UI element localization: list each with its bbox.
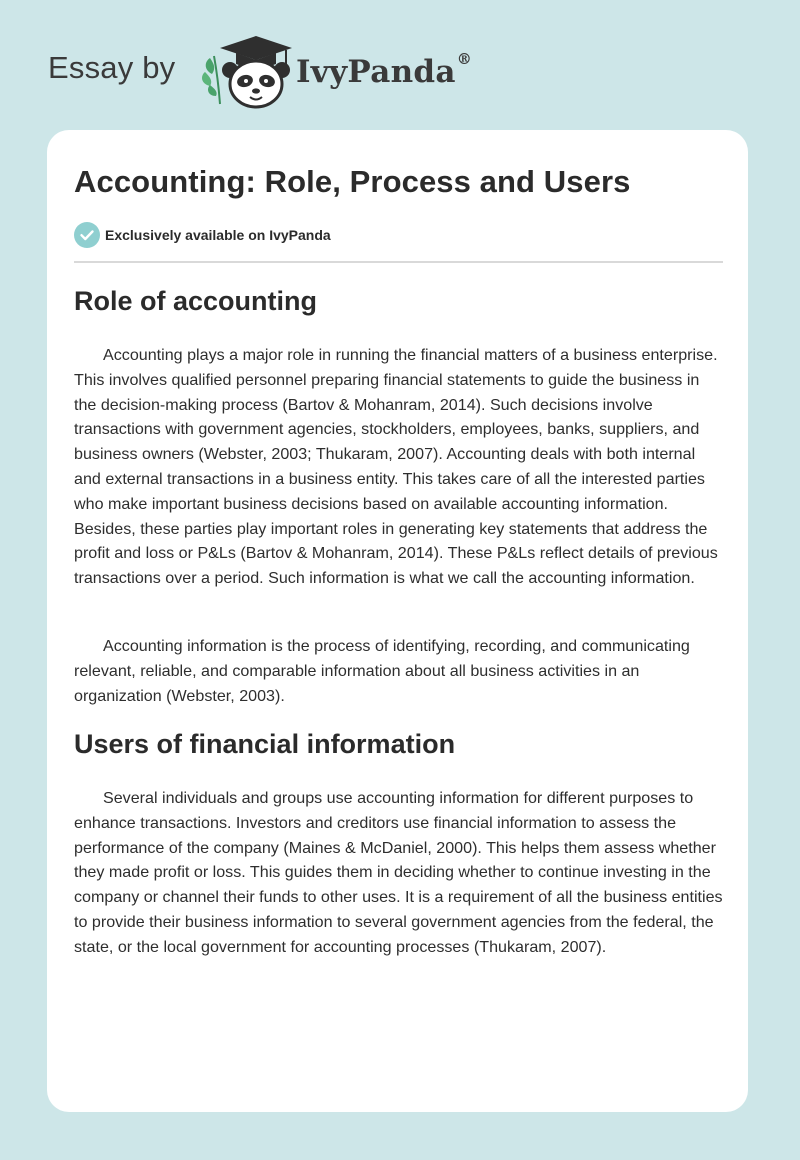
site-header: [0, 0, 800, 130]
exclusive-badge: [74, 222, 331, 248]
ivypanda-logo-icon[interactable]: [198, 34, 294, 110]
paragraph-role-2: Accounting information is the process of identifying, recording, and communicating relevant, reliable, and comparable information about all business activities in an organization (Webster, 2003).: [74, 637, 690, 705]
essay-by-label: Essay by: [48, 50, 176, 85]
paragraph-users-1: Several individuals and groups use accounting information for different purposes to enhance transactions. Investors and creditors use financial information to assess the performance of the company (Maines & McDaniel, 2000). This helps them assess whether they made profit or loss. This guides them in deciding whether to continue investing in the company or channel their funds to other uses. It is a requirement of all the business entities to provide their business information to several government agencies from the federal, the state, or the local government for accounting processes (Thukaram, 2007).: [74, 789, 723, 956]
check-circle-icon: [74, 222, 100, 248]
page-title: Accounting: Role, Process and Users: [74, 164, 631, 199]
brand-text: IvyPanda: [296, 54, 456, 90]
registered-mark: ®: [456, 50, 473, 68]
badge-label: Exclusively available on IvyPanda: [105, 227, 331, 243]
article-card: [47, 130, 748, 1112]
brand-name[interactable]: [296, 50, 473, 90]
section-heading-role: Role of accounting: [74, 286, 317, 316]
paragraph-role-1: Accounting plays a major role in running the financial matters of a business enterprise. This involves qualified personnel preparing financial statements to guide the business in the decision-making process (Bartov & Mohanram, 2014). Such decisions involve transactions with government agencies, stockholders, employees, banks, suppliers, and business owners (Webster, 2003; Thukaram, 2007). Accounting deals with both internal and external transactions in a business entity. This takes care of all the interested parties who make important business decisions based on available accounting information. Besides, these parties play important roles in generating key statements that address the profit and loss or P&Ls (Bartov & Mohanram, 2014). These P&Ls reflect details of previous transactions over a period. Such information is what we call the accounting information.: [74, 346, 718, 588]
section-heading-users: Users of financial information: [74, 729, 456, 759]
title-divider: [74, 261, 723, 263]
